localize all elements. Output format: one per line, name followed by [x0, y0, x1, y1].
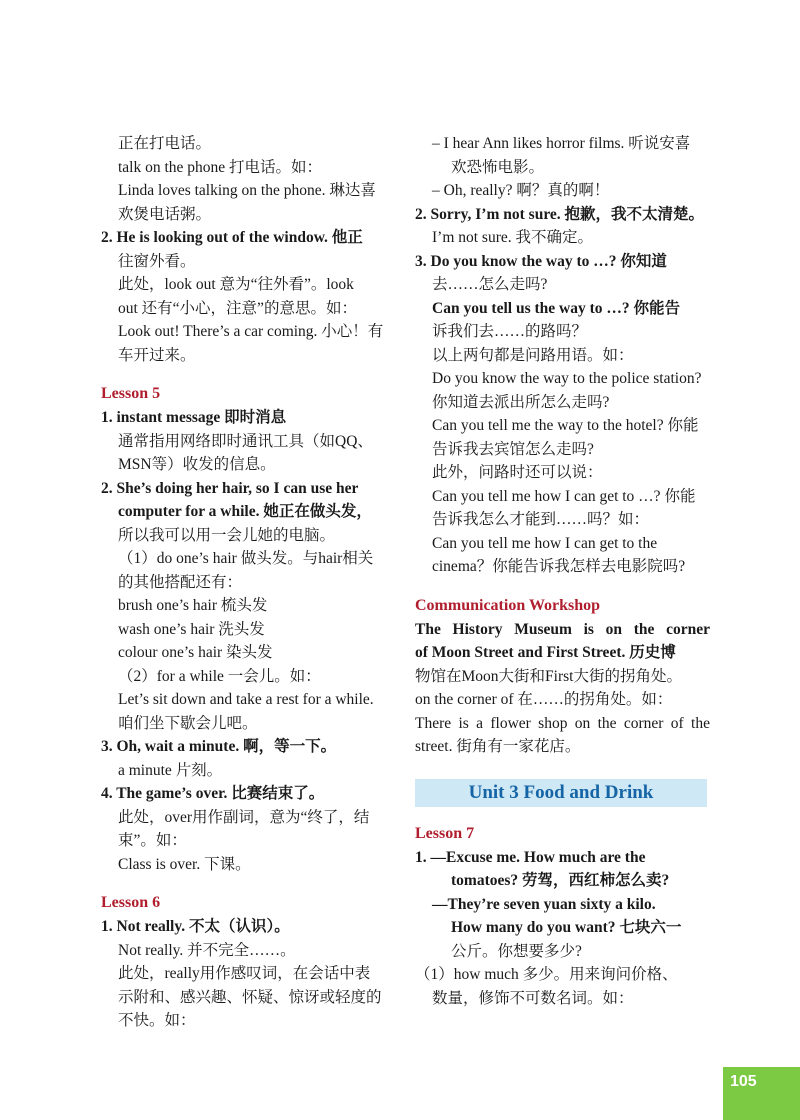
numbered-item: 3. Oh, wait a minute. 啊，等一下。 [101, 738, 337, 755]
numbered-item: of Moon Street and First Street. 历史博 [415, 644, 676, 661]
text-line: 的其他搭配还有： [118, 573, 243, 591]
text-line: 不快。如： [118, 1012, 196, 1029]
text-line: – Oh, really? 啊？真的啊！ [432, 182, 610, 199]
text-line: 此处，really用作感叹词，在会话中表 [118, 965, 371, 982]
text-line: （1）do one’s hair 做头发。与hair相关 [118, 550, 374, 567]
text-line: cinema？你能告诉我怎样去电影院吗? [432, 558, 686, 575]
numbered-item: The History Museum is on the corner [415, 620, 710, 638]
numbered-item: 1. —Excuse me. How much are the [415, 848, 646, 866]
text-line: 束”。如： [118, 832, 187, 849]
numbered-item: 1. instant message 即时消息 [101, 409, 287, 426]
text-line: 此处，over用作副词，意为“终了，结 [118, 808, 370, 826]
text-line: 欢煲电话粥。 [118, 205, 212, 223]
left-column [101, 132, 396, 1033]
text-line: out 还有“小心，注意”的意思。如： [118, 299, 357, 317]
numbered-item: 1. Not really. 不太（认识）。 [101, 918, 290, 935]
numbered-item: 3. Do you know the way to …? 你知道 [415, 252, 667, 270]
text-line: How many do you want? 七块六一 [451, 919, 682, 936]
text-line: 正在打电话。 [118, 135, 212, 152]
lesson-heading: Lesson 7 [415, 824, 475, 842]
text-line: Not really. 并不完全……。 [118, 941, 296, 959]
text-line: 所以我可以用一会儿她的电脑。 [118, 526, 336, 544]
text-line: – I hear Ann likes horror films. 听说安喜 [432, 135, 691, 152]
right-column [415, 132, 710, 1010]
unit-title-bar: Unit 3 Food and Drink [415, 779, 707, 807]
text-line: 告诉我去宾馆怎么走吗? [432, 440, 594, 458]
text-line: （1）how much 多少。用来询问价格、 [415, 966, 678, 983]
text-line: 示附和、感兴趣、怀疑、惊讶或轻度的 [118, 988, 382, 1006]
text-line: 物馆在Moon大街和First大街的拐角处。 [415, 667, 682, 685]
text-line: （2）for a while 一会儿。如： [118, 667, 321, 685]
text-line: Class is over. 下课。 [118, 855, 251, 873]
text-line: colour one’s hair 染头发 [118, 644, 273, 661]
text-line: Can you tell me the way to the hotel? 你能 [432, 417, 699, 434]
text-line: Let’s sit down and take a rest for a while. [118, 691, 374, 708]
text-line: a minute 片刻。 [118, 761, 223, 779]
text-line: 通常指用网络即时通讯工具（如QQ、 [118, 432, 373, 450]
text-line: 此处，look out 意为“往外看”。look [118, 276, 354, 293]
text-line: 往窗外看。 [118, 252, 196, 270]
text-line: Can you tell me how I can get to …? 你能 [432, 487, 696, 505]
text-line: There is a flower shop on the corner of the [415, 714, 710, 732]
text-line: computer for a while. 她正在做头发， [118, 503, 372, 520]
text-line: —They’re seven yuan sixty a kilo. [432, 895, 656, 913]
text-line: talk on the phone 打电话。如： [118, 158, 323, 176]
text-line: Linda loves talking on the phone. 琳达喜 [118, 182, 376, 199]
text-line: on the corner of 在……的拐角处。如： [415, 691, 673, 708]
text-line: Can you tell us the way to …? 你能告 [432, 299, 681, 317]
text-line: 此外，问路时还可以说： [432, 464, 603, 481]
text-line: brush one’s hair 梳头发 [118, 597, 268, 614]
text-line: 以上两句都是问路用语。如： [432, 346, 634, 364]
lesson-heading: Lesson 6 [101, 894, 161, 911]
text-line: MSN等）收发的信息。 [118, 456, 276, 473]
text-line: wash one’s hair 洗头发 [118, 620, 265, 638]
numbered-item: 2. Sorry, I’m not sure. 抱歉，我不太清楚。 [415, 205, 705, 223]
text-line: 欢恐怖电影。 [451, 158, 545, 176]
text-line: 公斤。你想要多少? [451, 942, 582, 960]
text-line: I’m not sure. 我不确定。 [432, 229, 594, 246]
numbered-item: 2. He is looking out of the window. 他正 [101, 229, 363, 246]
numbered-item: 2. She’s doing her hair, so I can use her [101, 479, 359, 497]
text-line: 你知道去派出所怎么走吗? [432, 393, 610, 411]
numbered-item: 4. The game’s over. 比赛结束了。 [101, 785, 325, 802]
text-line: 车开过来。 [118, 346, 196, 364]
text-line: 咱们坐下歇会儿吧。 [118, 714, 258, 732]
text-line: tomatoes? 劳驾，西红柿怎么卖? [451, 872, 670, 889]
page-number: 105 [723, 1067, 800, 1120]
text-line: 诉我们去……的路吗？ [432, 323, 588, 340]
text-line: 告诉我怎么才能到……吗？如： [432, 511, 650, 528]
text-line: 去……怎么走吗? [432, 276, 548, 293]
text-line: 数量，修饰不可数名词。如： [432, 989, 634, 1007]
section-heading: Communication Workshop [415, 596, 601, 614]
lesson-heading: Lesson 5 [101, 385, 161, 402]
text-line: street. 街角有一家花店。 [415, 738, 581, 755]
text-line: Look out! There’s a car coming. 小心！有 [118, 323, 384, 340]
text-line: Can you tell me how I can get to the [432, 534, 658, 552]
text-line: Do you know the way to the police station? [432, 370, 702, 387]
